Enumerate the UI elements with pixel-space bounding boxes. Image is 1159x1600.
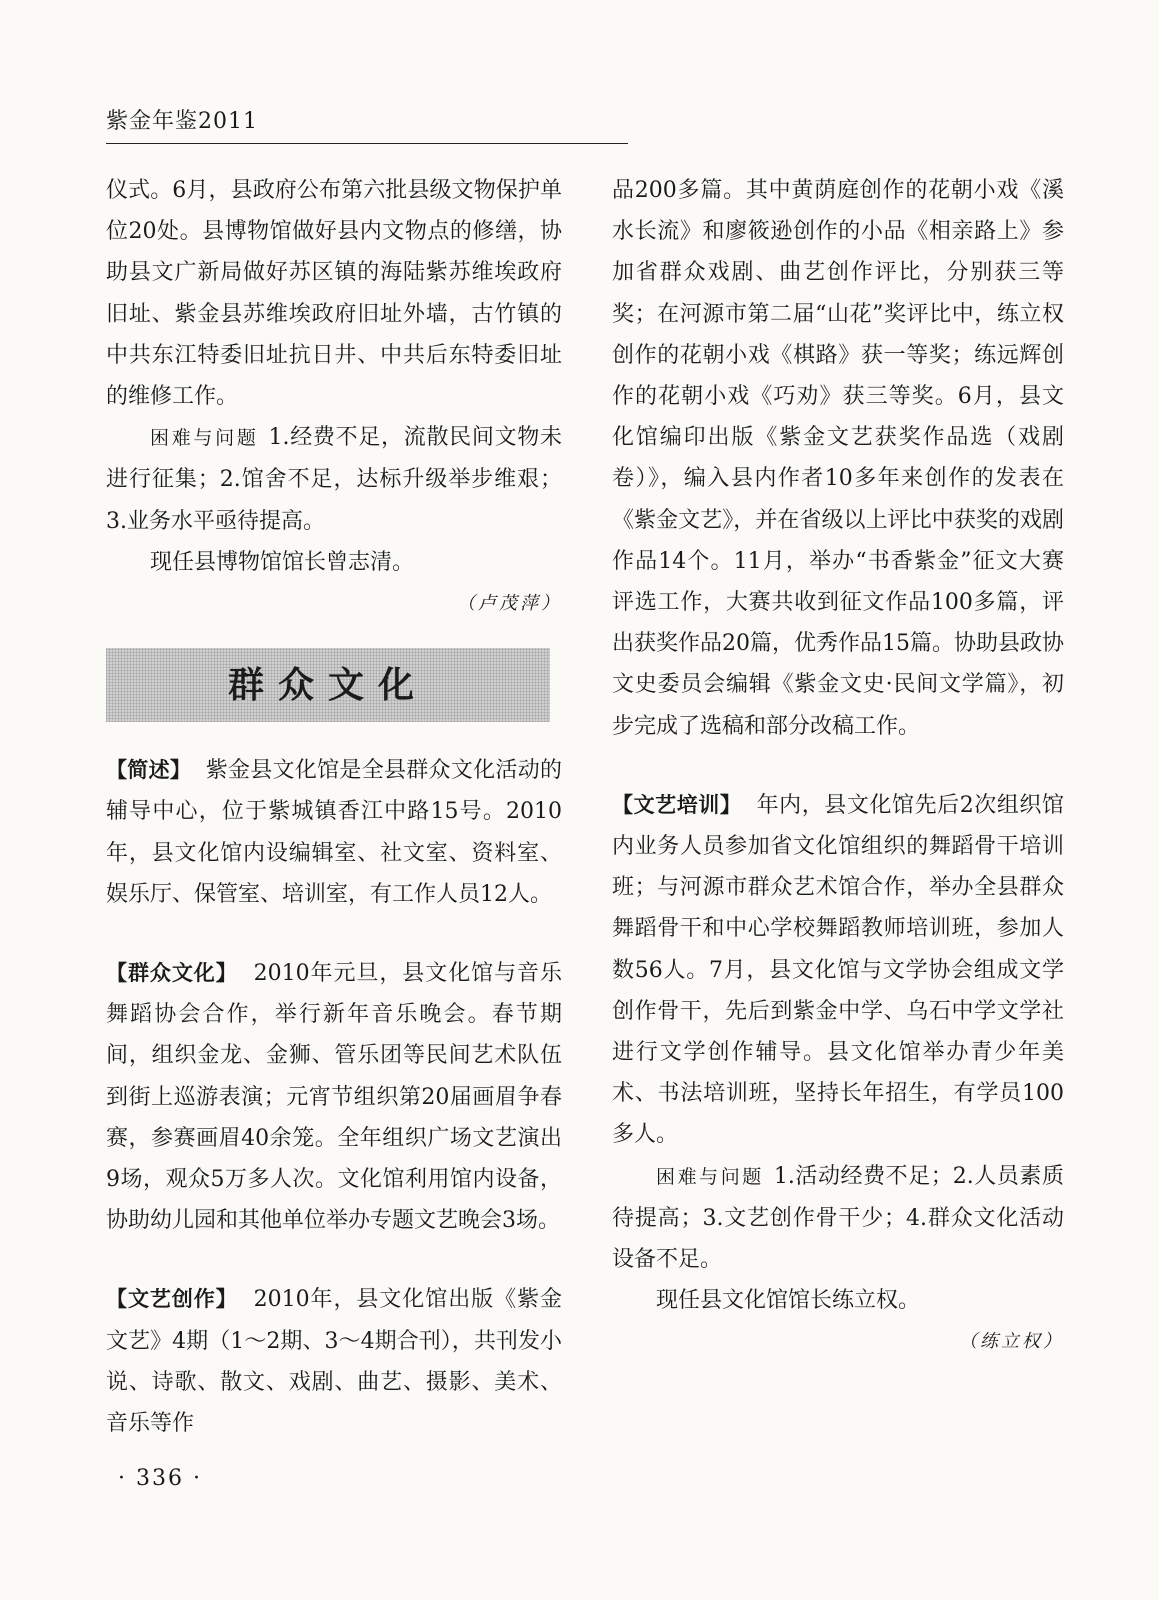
paragraph-relics: 仪式。6月，县政府公布第六批县级文物保护单位20处。县博物馆做好县内文物点的修缮，协助县文广新局做好苏区镇的海陆紫苏维埃政府旧址、紫金县苏维埃政府旧址外墙，古竹镇的中共东江特委旧址抗日井、中共后东特委旧址的维修工作。 <box>106 178 562 410</box>
spacer <box>106 915 562 953</box>
left-column <box>106 170 562 1444</box>
overview-text: 紫金县文化馆是全县群众文化活动的辅导中心，位于紫城镇香江中路15号。2010年，县文化馆内设编辑室、社文室、资料室、娱乐厅、保管室、培训室，有工作人员12人。 <box>106 758 562 907</box>
author-credit: （练立权） <box>959 1331 1064 1353</box>
running-title: 紫金年鉴2011 <box>106 109 258 134</box>
mass-culture-tag: 【群众文化】 <box>106 961 238 986</box>
culture-director: 现任县文化馆馆长练立权。 <box>656 1288 921 1314</box>
mass-culture-text: 2010年元旦，县文化馆与音乐舞蹈协会合作，举行新年音乐晚会。春节期间，组织金龙、金狮、管乐团等民间艺术队伍到街上巡游表演；元宵节组织第20届画眉争春赛，参赛画眉40余笼。全年组织广场文艺演出9场，观众5万多人次。文化馆利用馆内设备，协助幼儿园和其他单位举办专题文艺晚会3场。 <box>106 961 562 1234</box>
paragraph-creation-cont: 品200多篇。其中黄荫庭创作的花朝小戏《溪水长流》和廖筱逊创作的小品《相亲路上》参加省群众戏剧、曲艺创作评比，分别获三等奖；在河源市第二届“山花”奖评比中，练立权创作的花朝小戏《棋路》获一等奖；练远辉创作的花朝小戏《巧劝》获三等奖。6月，县文化馆编印出版《紫金文艺获奖作品选（戏剧卷）》，编入县内作者10多年来创作的发表在《紫金文艺》，并在省级以上评比中获奖的戏剧作品14个。11月，举办“书香紫金”征文大赛评选工作，大赛共收到征文作品100多篇，评出获奖作品20篇，优秀作品15篇。协助县政协文史委员会编辑《紫金文史·民间文学篇》，初步完成了选稿和部分改稿工作。 <box>612 178 1064 739</box>
section-banner <box>106 648 550 722</box>
training-text: 年内，县文化馆先后2次组织馆内业务人员参加省文化馆组织的舞蹈骨干培训班；与河源市群众艺术馆合作，举办全县群众舞蹈骨干和中心学校舞蹈教师培训班，参加人数56人。7月，县文化馆与文学协会组成文学创作骨干，先后到紫金中学、乌石中学文学社进行文学创作辅导。县文化馆举办青少年美术、书法培训班，坚持长年招生，有学员100多人。 <box>612 792 1065 1148</box>
page-number: · 336 · <box>118 1466 202 1491</box>
problems-label: 困难与问题 <box>150 427 259 450</box>
spacer <box>106 1241 562 1279</box>
creation-text: 2010年，县文化馆出版《紫金文艺》4期（1～2期、3～4期合刊），共刊发小说、诗歌、散文、戏剧、曲艺、摄影、美术、音乐等作 <box>106 1287 562 1437</box>
paragraph-culture-problems <box>612 1156 1064 1281</box>
right-column <box>612 170 1064 1363</box>
problems-label: 困难与问题 <box>656 1165 764 1188</box>
overview-tag: 【简述】 <box>106 758 192 783</box>
problems-text: 1.经费不足，流散民间文物未进行征集；2.馆舍不足，达标升级举步维艰；3.业务水平亟待提高。 <box>106 425 562 534</box>
creation-tag: 【文艺创作】 <box>106 1287 238 1312</box>
spacer <box>612 747 1064 785</box>
museum-director: 现任县博物馆馆长曾志清。 <box>150 549 415 575</box>
paragraph-overview <box>106 750 562 915</box>
paragraph-training <box>612 785 1064 1156</box>
author-credit: （卢茂萍） <box>457 593 562 615</box>
paragraph-museum-problems <box>106 417 562 542</box>
paragraph-mass-culture <box>106 953 562 1241</box>
paragraph-creation <box>106 1279 562 1444</box>
running-header <box>106 104 628 144</box>
section-title: 群众文化 <box>227 664 428 706</box>
training-tag: 【文艺培训】 <box>612 792 742 817</box>
problems-text: 1.活动经费不足；2.人员素质待提高；3.文艺创作骨干少；4.群众文化活动设备不足。 <box>612 1163 1064 1273</box>
